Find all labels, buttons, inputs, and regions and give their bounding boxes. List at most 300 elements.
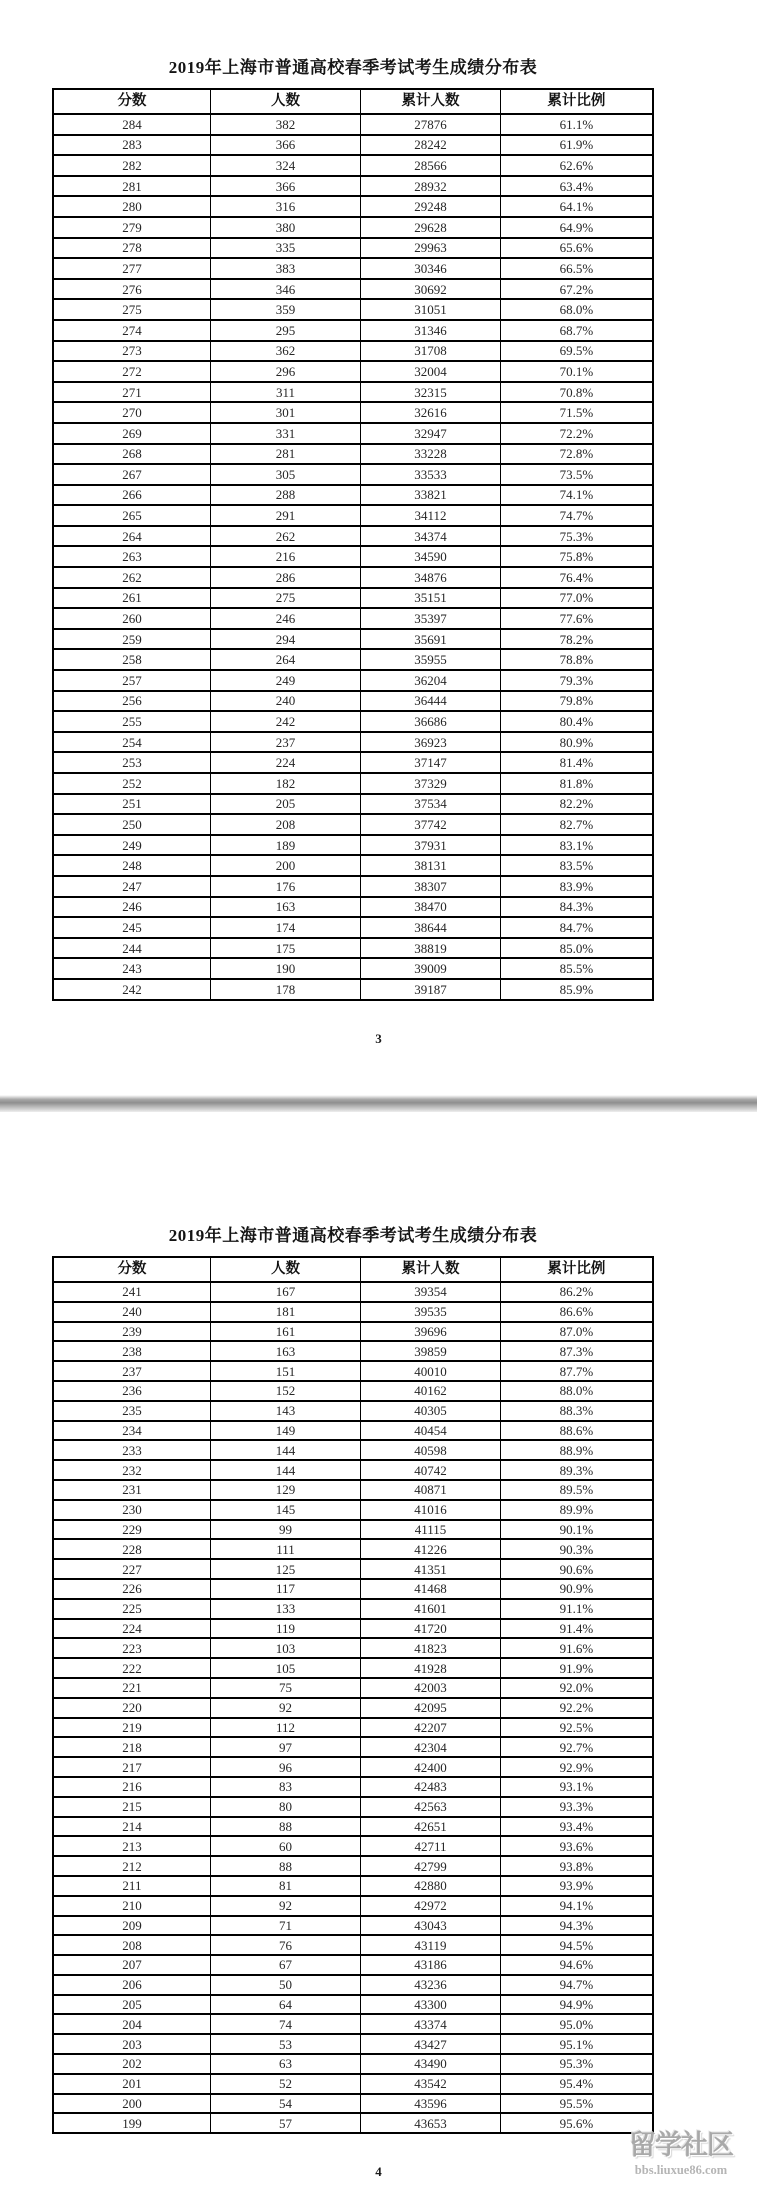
table-cell: 97 (210, 1737, 360, 1757)
table-row (53, 711, 653, 732)
table-cell: 43236 (361, 1975, 501, 1995)
table-row (53, 238, 653, 259)
table-row (53, 2094, 653, 2114)
table-cell: 152 (210, 1381, 360, 1401)
table-cell: 72.2% (500, 423, 653, 444)
table-row (53, 1579, 653, 1599)
table-cell: 90.3% (500, 1539, 653, 1559)
table-row (53, 1836, 653, 1856)
table-cell: 261 (53, 588, 210, 609)
table-cell: 41720 (361, 1619, 501, 1639)
table-cell: 151 (210, 1361, 360, 1381)
table-row (53, 1599, 653, 1619)
table-cell: 33533 (361, 464, 501, 485)
table-cell: 237 (210, 732, 360, 753)
table-cell: 42799 (361, 1856, 501, 1876)
table-cell: 207 (53, 1955, 210, 1975)
table-cell: 201 (53, 2074, 210, 2094)
table-cell: 242 (53, 979, 210, 1000)
watermark (607, 2131, 755, 2178)
table-cell: 93.8% (500, 1856, 653, 1876)
table-cell: 295 (210, 320, 360, 341)
table-cell: 249 (53, 835, 210, 856)
table-cell: 39696 (361, 1322, 501, 1342)
table-cell: 89.3% (500, 1460, 653, 1480)
table-cell: 41016 (361, 1500, 501, 1520)
table-cell: 64.1% (500, 196, 653, 217)
table-cell: 80.4% (500, 711, 653, 732)
table-cell: 81.4% (500, 752, 653, 773)
table-cell: 40742 (361, 1460, 501, 1480)
table-row (53, 1381, 653, 1401)
table-cell: 331 (210, 423, 360, 444)
table-cell: 37534 (361, 794, 501, 815)
table-cell: 212 (53, 1856, 210, 1876)
table-cell: 245 (53, 917, 210, 938)
table-cell: 35955 (361, 649, 501, 670)
table-row (53, 917, 653, 938)
table-cell: 182 (210, 773, 360, 794)
table-cell: 218 (53, 1737, 210, 1757)
table-row (53, 176, 653, 197)
table-cell: 42711 (361, 1836, 501, 1856)
table-row (53, 114, 653, 135)
table-cell: 40871 (361, 1480, 501, 1500)
table-row (53, 1460, 653, 1480)
table-cell: 76.4% (500, 567, 653, 588)
table-cell: 144 (210, 1460, 360, 1480)
table-cell: 34112 (361, 505, 501, 526)
table-row (53, 876, 653, 897)
table-row (53, 1401, 653, 1421)
table-cell: 125 (210, 1559, 360, 1579)
table-cell: 33821 (361, 485, 501, 506)
table-cell: 190 (210, 958, 360, 979)
table-cell: 251 (53, 794, 210, 815)
table-cell: 382 (210, 114, 360, 135)
table-cell: 119 (210, 1619, 360, 1639)
table-row (53, 1757, 653, 1777)
table-cell: 254 (53, 732, 210, 753)
table-cell: 88.3% (500, 1401, 653, 1421)
table-cell: 264 (53, 526, 210, 547)
table-header-cell: 人数 (210, 89, 360, 114)
table-cell: 65.6% (500, 238, 653, 259)
table-cell: 67.2% (500, 279, 653, 300)
table-cell: 224 (210, 752, 360, 773)
table-cell: 42880 (361, 1876, 501, 1896)
table-cell: 69.5% (500, 341, 653, 362)
table-header-cell: 分数 (53, 1257, 210, 1282)
table-cell: 42651 (361, 1817, 501, 1837)
table-cell: 199 (53, 2113, 210, 2133)
table-cell: 68.0% (500, 299, 653, 320)
table-cell: 92.9% (500, 1757, 653, 1777)
table-cell: 41468 (361, 1579, 501, 1599)
table-row (53, 341, 653, 362)
table-cell: 36686 (361, 711, 501, 732)
table-cell: 91.6% (500, 1638, 653, 1658)
table-cell: 91.1% (500, 1599, 653, 1619)
table-cell: 60 (210, 1836, 360, 1856)
table-cell: 233 (53, 1440, 210, 1460)
table-cell: 43043 (361, 1916, 501, 1936)
table-row (53, 1361, 653, 1381)
table-cell: 205 (210, 794, 360, 815)
table-cell: 28932 (361, 176, 501, 197)
table-cell: 42563 (361, 1797, 501, 1817)
table-row (53, 196, 653, 217)
table-cell: 260 (53, 608, 210, 629)
table-cell: 359 (210, 299, 360, 320)
table-cell: 71 (210, 1916, 360, 1936)
table-row (53, 979, 653, 1000)
table-cell: 75.3% (500, 526, 653, 547)
table-cell: 335 (210, 238, 360, 259)
table-cell: 95.3% (500, 2054, 653, 2074)
table-cell: 230 (53, 1500, 210, 1520)
table-row (53, 402, 653, 423)
table-cell: 178 (210, 979, 360, 1000)
table-cell: 346 (210, 279, 360, 300)
table-cell: 256 (53, 691, 210, 712)
table-cell: 257 (53, 670, 210, 691)
table-cell: 240 (210, 691, 360, 712)
table-cell: 249 (210, 670, 360, 691)
table-cell: 111 (210, 1539, 360, 1559)
table-cell: 129 (210, 1480, 360, 1500)
table-row (53, 217, 653, 238)
table-row (53, 1995, 653, 2015)
table-cell: 236 (53, 1381, 210, 1401)
table-row (53, 608, 653, 629)
table-cell: 271 (53, 382, 210, 403)
table-cell: 40305 (361, 1401, 501, 1421)
table-cell: 70.1% (500, 361, 653, 382)
table-cell: 28242 (361, 135, 501, 156)
table-cell: 286 (210, 567, 360, 588)
table-cell: 278 (53, 238, 210, 259)
table-cell: 29963 (361, 238, 501, 259)
table-cell: 35397 (361, 608, 501, 629)
table-cell: 221 (53, 1678, 210, 1698)
table-cell: 95.0% (500, 2014, 653, 2034)
page-title: 2019年上海市普通高校春季考试考生成绩分布表 (168, 1226, 538, 1245)
table-cell: 362 (210, 341, 360, 362)
table-cell: 93.3% (500, 1797, 653, 1817)
table-cell: 380 (210, 217, 360, 238)
table-cell: 87.3% (500, 1341, 653, 1361)
table-cell: 61.9% (500, 135, 653, 156)
table-cell: 63.4% (500, 176, 653, 197)
table-cell: 93.6% (500, 1836, 653, 1856)
table-row (53, 1341, 653, 1361)
table-row (53, 505, 653, 526)
table-cell: 255 (53, 711, 210, 732)
table-cell: 92 (210, 1896, 360, 1916)
table-header-cell: 累计比例 (500, 89, 653, 114)
table-row (53, 2113, 653, 2133)
table-cell: 281 (53, 176, 210, 197)
table-cell: 41115 (361, 1520, 501, 1540)
table-cell: 53 (210, 2034, 360, 2054)
table-cell: 268 (53, 444, 210, 465)
table-row (53, 1638, 653, 1658)
table-row (53, 1975, 653, 1995)
table-cell: 81.8% (500, 773, 653, 794)
table-cell: 37147 (361, 752, 501, 773)
table-cell: 42207 (361, 1718, 501, 1738)
table-cell: 87.7% (500, 1361, 653, 1381)
table-cell: 38131 (361, 855, 501, 876)
table-row (53, 732, 653, 753)
table-cell: 144 (210, 1440, 360, 1460)
table-cell: 284 (53, 114, 210, 135)
table-cell: 383 (210, 258, 360, 279)
table-cell: 200 (210, 855, 360, 876)
table-cell: 95.4% (500, 2074, 653, 2094)
table-cell: 281 (210, 444, 360, 465)
table-cell: 83.1% (500, 835, 653, 856)
table-row (53, 1777, 653, 1797)
table-cell: 42972 (361, 1896, 501, 1916)
table-cell: 90.6% (500, 1559, 653, 1579)
table-cell: 217 (53, 1757, 210, 1777)
table-cell: 34876 (361, 567, 501, 588)
score-distribution-table-page-3 (52, 88, 654, 1001)
table-cell: 85.0% (500, 938, 653, 959)
table-cell: 31708 (361, 341, 501, 362)
table-cell: 95.1% (500, 2034, 653, 2054)
table-cell: 74.1% (500, 485, 653, 506)
watermark-url: bbs.liuxue86.com (634, 2162, 728, 2177)
table-cell: 37329 (361, 773, 501, 794)
table-cell: 259 (53, 629, 210, 650)
table-cell: 220 (53, 1698, 210, 1718)
table-cell: 39354 (361, 1282, 501, 1302)
table-cell: 181 (210, 1302, 360, 1322)
table-cell: 269 (53, 423, 210, 444)
table-cell: 73.5% (500, 464, 653, 485)
table-cell: 93.4% (500, 1817, 653, 1837)
table-cell: 246 (210, 608, 360, 629)
table-cell: 78.2% (500, 629, 653, 650)
table-row (53, 1698, 653, 1718)
table-cell: 70.8% (500, 382, 653, 403)
table-row (53, 1876, 653, 1896)
table-cell: 291 (210, 505, 360, 526)
table-cell: 246 (53, 897, 210, 918)
table-cell: 222 (53, 1658, 210, 1678)
table-cell: 90.9% (500, 1579, 653, 1599)
table-cell: 38307 (361, 876, 501, 897)
table-header-row (53, 1257, 653, 1282)
table-row (53, 1302, 653, 1322)
table-cell: 223 (53, 1638, 210, 1658)
table-cell: 174 (210, 917, 360, 938)
table-cell: 35151 (361, 588, 501, 609)
table-cell: 208 (53, 1935, 210, 1955)
table-cell: 88 (210, 1856, 360, 1876)
table-row (53, 2034, 653, 2054)
table-row (53, 423, 653, 444)
table-cell: 43542 (361, 2074, 501, 2094)
table-row (53, 1856, 653, 1876)
table-cell: 283 (53, 135, 210, 156)
table-cell: 82.7% (500, 814, 653, 835)
table-cell: 88.9% (500, 1440, 653, 1460)
table-cell: 296 (210, 361, 360, 382)
table-cell: 216 (210, 546, 360, 567)
table-row (53, 1797, 653, 1817)
table-cell: 112 (210, 1718, 360, 1738)
table-cell: 252 (53, 773, 210, 794)
table-header-row (53, 89, 653, 114)
page-title: 2019年上海市普通高校春季考试考生成绩分布表 (168, 58, 538, 77)
table-row (53, 155, 653, 176)
table-cell: 270 (53, 402, 210, 423)
table-row (53, 814, 653, 835)
table-cell: 71.5% (500, 402, 653, 423)
table-cell: 38470 (361, 897, 501, 918)
table-cell: 235 (53, 1401, 210, 1421)
table-cell: 43653 (361, 2113, 501, 2133)
table-cell: 84.7% (500, 917, 653, 938)
table-row (53, 526, 653, 547)
table-cell: 133 (210, 1599, 360, 1619)
table-cell: 54 (210, 2094, 360, 2114)
table-header-cell: 分数 (53, 89, 210, 114)
table-cell: 241 (53, 1282, 210, 1302)
table-row (53, 1500, 653, 1520)
table-cell: 96 (210, 1757, 360, 1777)
table-cell: 175 (210, 938, 360, 959)
table-cell: 64.9% (500, 217, 653, 238)
watermark-logo: 留学社区 (629, 2130, 733, 2160)
table-cell: 81 (210, 1876, 360, 1896)
table-cell: 210 (53, 1896, 210, 1916)
table-row (53, 1440, 653, 1460)
table-cell: 36444 (361, 691, 501, 712)
table-cell: 282 (53, 155, 210, 176)
table-cell: 208 (210, 814, 360, 835)
table-cell: 143 (210, 1401, 360, 1421)
table-row (53, 361, 653, 382)
table-row (53, 1658, 653, 1678)
table-cell: 31051 (361, 299, 501, 320)
table-cell: 42003 (361, 1678, 501, 1698)
table-cell: 29628 (361, 217, 501, 238)
table-header-cell: 累计比例 (500, 1257, 653, 1282)
table-row (53, 567, 653, 588)
table-cell: 95.6% (500, 2113, 653, 2133)
table-cell: 288 (210, 485, 360, 506)
table-cell: 41351 (361, 1559, 501, 1579)
table-cell: 64 (210, 1995, 360, 2015)
table-row (53, 464, 653, 485)
table-cell: 50 (210, 1975, 360, 1995)
table-cell: 92.7% (500, 1737, 653, 1757)
table-row (53, 135, 653, 156)
table-row (53, 1539, 653, 1559)
table-row (53, 2014, 653, 2034)
table-cell: 226 (53, 1579, 210, 1599)
table-cell: 63 (210, 2054, 360, 2074)
table-cell: 274 (53, 320, 210, 341)
table-cell: 30692 (361, 279, 501, 300)
table-cell: 149 (210, 1421, 360, 1441)
table-cell: 42095 (361, 1698, 501, 1718)
table-cell: 43186 (361, 1955, 501, 1975)
table-cell: 247 (53, 876, 210, 897)
table-cell: 214 (53, 1817, 210, 1837)
table-cell: 35691 (361, 629, 501, 650)
table-cell: 80 (210, 1797, 360, 1817)
table-row (53, 835, 653, 856)
table-cell: 89.5% (500, 1480, 653, 1500)
table-cell: 74.7% (500, 505, 653, 526)
table-cell: 38819 (361, 938, 501, 959)
table-cell: 84.3% (500, 897, 653, 918)
table-cell: 75.8% (500, 546, 653, 567)
table-cell: 93.9% (500, 1876, 653, 1896)
table-cell: 215 (53, 1797, 210, 1817)
table-cell: 83 (210, 1777, 360, 1797)
table-cell: 91.4% (500, 1619, 653, 1639)
table-row (53, 1935, 653, 1955)
table-cell: 243 (53, 958, 210, 979)
table-cell: 275 (53, 299, 210, 320)
table-cell: 68.7% (500, 320, 653, 341)
table-cell: 206 (53, 1975, 210, 1995)
table-cell: 277 (53, 258, 210, 279)
table-cell: 167 (210, 1282, 360, 1302)
table-cell: 87.0% (500, 1322, 653, 1342)
table-cell: 189 (210, 835, 360, 856)
table-row (53, 691, 653, 712)
table-cell: 239 (53, 1322, 210, 1342)
table-cell: 86.6% (500, 1302, 653, 1322)
table-cell: 61.1% (500, 114, 653, 135)
table-row (53, 1480, 653, 1500)
table-row (53, 1322, 653, 1342)
table-cell: 36204 (361, 670, 501, 691)
table-cell: 253 (53, 752, 210, 773)
table-cell: 76 (210, 1935, 360, 1955)
page-number: 3 (375, 1031, 382, 1046)
table-row (53, 546, 653, 567)
table-cell: 27876 (361, 114, 501, 135)
table-cell: 213 (53, 1836, 210, 1856)
table-cell: 305 (210, 464, 360, 485)
table-cell: 92 (210, 1698, 360, 1718)
table-cell: 234 (53, 1421, 210, 1441)
table-row (53, 279, 653, 300)
table-cell: 43374 (361, 2014, 501, 2034)
table-cell: 32004 (361, 361, 501, 382)
table-cell: 94.5% (500, 1935, 653, 1955)
table-cell: 275 (210, 588, 360, 609)
table-cell: 37742 (361, 814, 501, 835)
table-cell: 94.9% (500, 1995, 653, 2015)
table-cell: 66.5% (500, 258, 653, 279)
page-divider (0, 1095, 757, 1112)
table-cell: 32315 (361, 382, 501, 403)
table-cell: 225 (53, 1599, 210, 1619)
table-cell: 29248 (361, 196, 501, 217)
table-header-cell: 累计人数 (361, 1257, 501, 1282)
table-cell: 39187 (361, 979, 501, 1000)
